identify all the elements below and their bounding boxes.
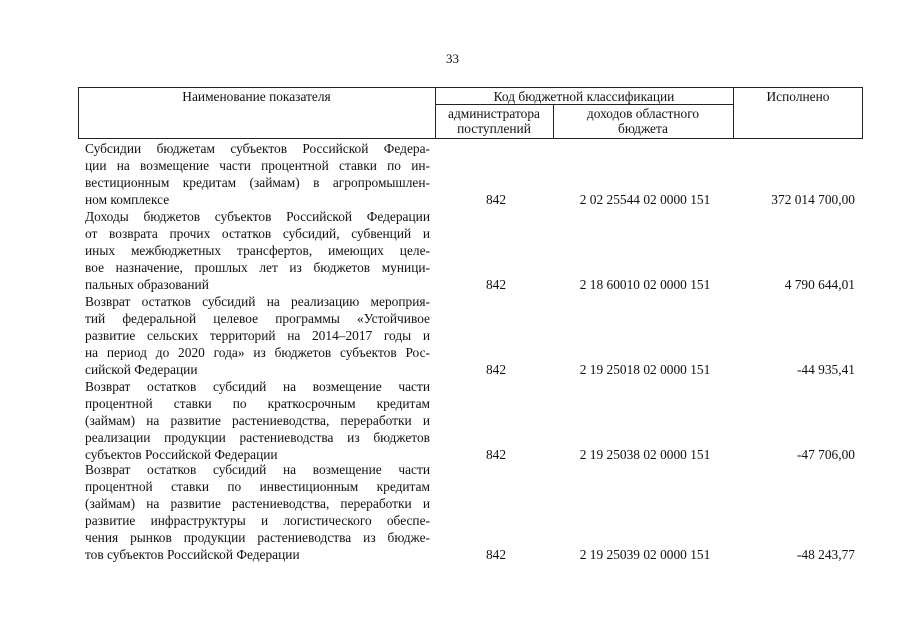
row-budget-code: 2 18 60010 02 0000 151 [579,277,711,292]
row-description: Субсидии бюджетам субъектов Российской Федера- ции на возмещение части процентной ставки по ин- вестиционным кредитам (займам) в агропромышлен- ном комплексе [85,141,430,207]
row-administrator-code: 842 [485,277,507,292]
header-top-border [78,87,863,88]
row-description: Возврат остатков субсидий на возмещение части процентной ставки по инвестиционным кредитам (займам) на развитие растениеводства, переработки и развитие инфраструктуры и логистического обеспе- чения рынков продукции растениеводства из бюдже- тов субъектов Российской Федерации [85,462,430,562]
row-description: Доходы бюджетов субъектов Российской Федерации от возврата прочих остатков субсидий, субвенций и иных межбюджетных трансфертов, имеющих целе- вое назначение, прошлых лет из бюджетов муници- пальных образований [85,209,430,292]
row-budget-code: 2 19 25018 02 0000 151 [579,362,711,377]
row-description: Возврат остатков субсидий на возмещение части процентной ставки по краткосрочным кредитам (займам) на развитие растениеводства, переработки и реализации продукции растениеводства из бюджетов субъектов Российской Федерации [85,379,430,462]
row-amount: 4 790 644,01 [784,277,855,292]
header-regional-income: доходов областного бюджета [586,106,700,136]
row-amount: -48 243,77 [796,547,855,562]
row-budget-code: 2 19 25039 02 0000 151 [579,547,711,562]
header-executed: Исполнено [766,89,830,104]
row-administrator-code: 842 [485,547,507,562]
table-row [85,461,863,563]
table-header [78,87,863,139]
header-administrator: администратора поступлений [448,106,540,136]
page-number: 33 [446,51,459,66]
row-amount: 372 014 700,00 [771,192,855,207]
table-row [85,378,863,463]
row-amount: -47 706,00 [796,447,855,462]
row-description: Возврат остатков субсидий на реализацию мероприя- тий федеральной целевое программы «Устойчивое развитие сельских территорий на 2014–2017 годы и на период до 2020 года» из бюджетов субъектов Рос- сийской Федерации [85,294,430,377]
row-administrator-code: 842 [485,447,507,462]
table-row [85,140,863,208]
header-indicator-name: Наименование показателя [182,89,331,104]
header-bottom-border [78,138,863,139]
table-row [85,208,863,293]
table-row [85,293,863,378]
row-amount: -44 935,41 [796,362,855,377]
row-administrator-code: 842 [485,362,507,377]
row-budget-code: 2 02 25544 02 0000 151 [579,192,711,207]
row-administrator-code: 842 [485,192,507,207]
row-budget-code: 2 19 25038 02 0000 151 [579,447,711,462]
header-sub-line [435,104,733,105]
header-budget-class-code: Код бюджетной классификации [493,89,675,104]
